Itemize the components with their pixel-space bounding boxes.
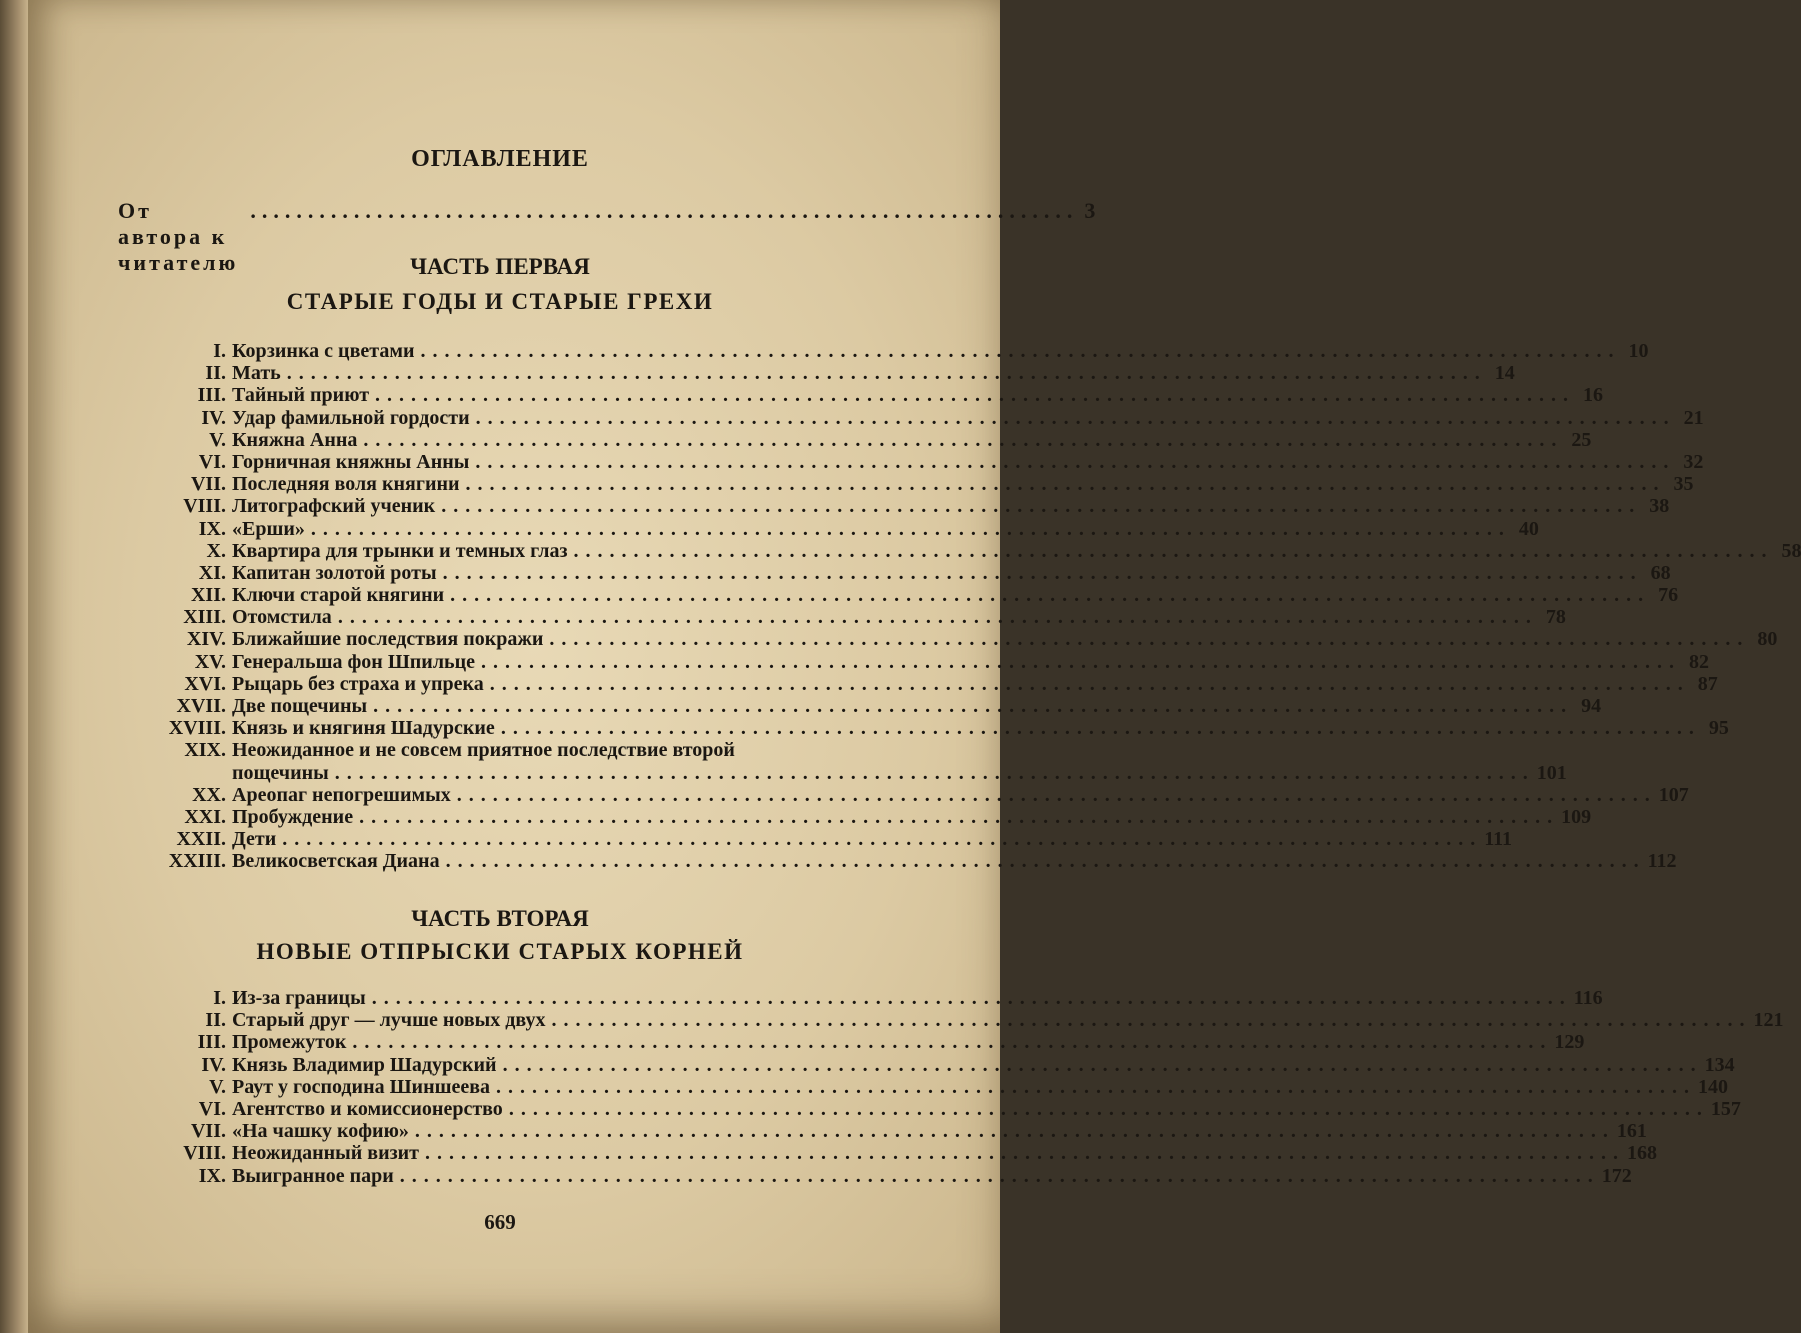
leader-dots: ....................................................................................................: [549, 628, 1750, 651]
chapter-number: IX.: [198, 1164, 226, 1187]
leader-dots: ....................................................................................................: [375, 384, 1576, 407]
chapter-number: VI.: [198, 450, 226, 473]
leader-dots: ....................................................................................................: [359, 805, 1560, 828]
chapter-number: I.: [213, 987, 226, 1009]
toc-entry: [140, 828, 1513, 851]
leader-dots: ....................................................................................................: [310, 517, 1511, 540]
part2-chapter-list: [140, 987, 1784, 1187]
chapter-title: Неожиданный визит: [232, 1142, 419, 1165]
chapter-page: 111: [1484, 828, 1513, 851]
chapter-number: XXIII.: [168, 850, 226, 873]
chapter-title: Рыцарь без страха и упрека: [232, 672, 484, 695]
part2-label: ЧАСТЬ ВТОРАЯ: [411, 906, 589, 931]
leader-dots: ....................................................................................................: [465, 473, 1666, 496]
chapter-title: Пробуждение: [232, 805, 354, 828]
toc-entry: [140, 517, 1539, 540]
chapter-number: III.: [197, 1031, 226, 1054]
toc-entry: [140, 450, 1704, 473]
toc-entry: [140, 561, 1671, 584]
chapter-title: Генеральша фон Шпильце: [232, 650, 476, 673]
chapter-title: Последняя воля княгини: [232, 473, 460, 496]
toc-entry: [140, 1053, 1735, 1076]
chapter-number: V.: [209, 1075, 226, 1098]
chapter-title: Корзинка с цветами: [232, 340, 415, 362]
chapter-title: Князь и княгиня Шадурские: [232, 717, 495, 740]
chapter-number: VIII.: [183, 495, 226, 518]
chapter-page: 21: [1683, 406, 1704, 429]
chapter-page: 68: [1650, 561, 1671, 584]
chapter-page: 14: [1494, 362, 1515, 385]
chapter-number: XVII.: [176, 695, 226, 717]
chapter-page: 87: [1697, 672, 1718, 695]
chapter-title: Княжна Анна: [232, 428, 358, 451]
toc-entry: [140, 384, 1604, 407]
chapter-title: Отомстила: [232, 606, 332, 629]
chapter-title: «На чашку кофию»: [232, 1120, 409, 1143]
chapter-number: II.: [205, 1009, 226, 1032]
toc-entry: [140, 672, 1718, 695]
leader-dots: ....................................................................................................: [414, 1120, 1615, 1143]
chapter-number: VIII.: [183, 1142, 226, 1165]
toc-entry: [140, 1031, 1585, 1054]
chapter-title-line2: пощечины: [232, 761, 329, 784]
toc-entry-xix: [140, 739, 1567, 784]
leader-dots: ....................................................................................................: [371, 987, 1572, 1009]
leader-dots: ........................................................................: [250, 198, 1079, 223]
toc-entry: [140, 1097, 1741, 1120]
chapter-page: 25: [1571, 428, 1592, 451]
toc-entry: [140, 1164, 1632, 1187]
chapter-page: 80: [1757, 628, 1778, 651]
toc-entry: [140, 362, 1515, 385]
chapter-title: Капитан золотой роты: [232, 561, 437, 584]
toc-entry: [140, 783, 1689, 806]
toc-entry: [140, 987, 1603, 1009]
chapter-title: Две пощечины: [232, 695, 368, 717]
toc-entry: [140, 1009, 1784, 1032]
chapter-page: 161: [1616, 1120, 1647, 1143]
leader-dots: ....................................................................................................: [475, 406, 1676, 429]
chapter-title: Великосветская Диана: [232, 850, 440, 873]
chapter-page: 109: [1561, 805, 1592, 828]
leader-dots: ....................................................................................................: [450, 584, 1651, 607]
chapter-page: 94: [1581, 695, 1602, 717]
chapter-title: Мать: [232, 362, 281, 385]
chapter-title-line1: Неожиданное и не совсем приятное последствие второй: [232, 739, 735, 762]
chapter-title: Ключи старой княгини: [232, 584, 445, 607]
chapter-page: 168: [1626, 1142, 1657, 1165]
chapter-title: Из-за границы: [232, 987, 366, 1009]
chapter-number: XVIII.: [168, 717, 226, 740]
leader-dots: ....................................................................................................: [445, 850, 1646, 873]
chapter-number: XIV.: [186, 628, 226, 651]
toc-entry: [140, 340, 1649, 362]
chapter-title: Агентство и комиссионерство: [232, 1097, 503, 1120]
leader-dots: ....................................................................................................: [481, 650, 1682, 673]
leader-dots: ....................................................................................................: [373, 695, 1574, 717]
toc-entry: [140, 406, 1704, 429]
chapter-page: 38: [1649, 495, 1670, 518]
chapter-number: VII.: [190, 1120, 226, 1143]
page-number: 669: [484, 1210, 516, 1234]
chapter-number: X.: [206, 539, 226, 562]
part2-title: НОВЫЕ ОТПРЫСКИ СТАРЫХ КОРНЕЙ: [256, 939, 744, 964]
toc-entry: [140, 1120, 1647, 1143]
chapter-number: XX.: [192, 783, 226, 806]
chapter-title: Дети: [232, 828, 277, 851]
chapter-page: 121: [1753, 1009, 1784, 1032]
chapter-page: 78: [1545, 606, 1566, 629]
chapter-page: 112: [1647, 850, 1677, 873]
chapter-page: 107: [1658, 783, 1689, 806]
chapter-number: XXI.: [184, 805, 226, 828]
chapter-page: 172: [1601, 1164, 1632, 1187]
chapter-title: Горничная княжны Анны: [232, 450, 470, 473]
leader-dots: ....................................................................................................: [500, 717, 1701, 740]
chapter-page: 10: [1628, 340, 1649, 362]
leader-dots: ....................................................................................................: [551, 1009, 1752, 1032]
chapter-title: Ближайшие последствия покражи: [232, 628, 544, 651]
toc-entry: [140, 628, 1778, 651]
chapter-page: 40: [1518, 517, 1539, 540]
intro-page: 3: [1084, 198, 1099, 223]
chapter-title: Удар фамильной гордости: [232, 406, 470, 429]
chapter-page: 116: [1573, 987, 1603, 1009]
leader-dots: ....................................................................................................: [282, 828, 1483, 851]
chapter-page: 32: [1683, 450, 1704, 473]
leader-dots: ....................................................................................................: [352, 1031, 1553, 1054]
chapter-number: XIII.: [183, 606, 226, 629]
chapter-title: Ареопаг непогрешимых: [232, 783, 451, 806]
chapter-title: Старый друг — лучше новых двух: [232, 1009, 546, 1032]
chapter-page: 82: [1689, 650, 1710, 673]
book-spine-shadow: [0, 0, 28, 1333]
chapter-number: IX.: [198, 517, 226, 540]
chapter-page: 101: [1536, 761, 1567, 784]
chapter-page: 140: [1698, 1075, 1729, 1098]
chapter-title: Тайный приют: [232, 384, 370, 407]
chapter-number: XIX.: [184, 739, 226, 762]
chapter-number: XI.: [198, 561, 226, 584]
leader-dots: ....................................................................................................: [442, 561, 1643, 584]
chapter-title: Князь Владимир Шадурский: [232, 1053, 497, 1076]
leader-dots: ....................................................................................................: [508, 1097, 1709, 1120]
toc-entry: [140, 539, 1801, 562]
leader-dots: ....................................................................................................: [441, 495, 1642, 518]
leader-dots: ....................................................................................................: [475, 450, 1676, 473]
chapter-page: 129: [1554, 1031, 1585, 1054]
chapter-page: 58: [1781, 539, 1801, 562]
toc-entry: [140, 717, 1729, 740]
toc-entry: [140, 1075, 1729, 1098]
part1-chapter-list: [140, 340, 1801, 873]
chapter-number: IV.: [201, 406, 226, 429]
toc-entry: [140, 650, 1710, 673]
chapter-number: XII.: [190, 584, 226, 607]
leader-dots: ....................................................................................................: [456, 783, 1657, 806]
chapter-page: 76: [1658, 584, 1679, 607]
leader-dots: ....................................................................................................: [573, 539, 1774, 562]
leader-dots: ....................................................................................................: [399, 1164, 1600, 1187]
toc-entry: [140, 805, 1592, 828]
part1-title: СТАРЫЕ ГОДЫ И СТАРЫЕ ГРЕХИ: [286, 289, 714, 314]
toc-entry: [140, 473, 1694, 496]
toc-entry: [140, 606, 1566, 629]
leader-dots: ....................................................................................................: [502, 1053, 1703, 1076]
chapter-number: III.: [197, 384, 226, 407]
toc-entry: [140, 428, 1592, 451]
chapter-number: VII.: [190, 473, 226, 496]
toc-entry: [140, 495, 1670, 518]
chapter-number: VI.: [198, 1097, 226, 1120]
chapter-number: XXII.: [176, 828, 226, 851]
chapter-number: I.: [213, 340, 226, 362]
chapter-number: IV.: [201, 1053, 226, 1076]
chapter-page: 35: [1673, 473, 1694, 496]
intro-title: От автора к читателю: [118, 198, 239, 275]
part1-label: ЧАСТЬ ПЕРВАЯ: [410, 254, 590, 279]
chapter-title: Литографский ученик: [232, 495, 436, 518]
chapter-page: 134: [1704, 1053, 1735, 1076]
leader-dots: ....................................................................................................: [489, 672, 1690, 695]
chapter-number: II.: [205, 362, 226, 385]
toc-entry: [140, 695, 1602, 717]
leader-dots: ....................................................................................................: [424, 1142, 1625, 1165]
chapter-page: 95: [1708, 717, 1729, 740]
chapter-title: Квартира для трынки и темных глаз: [232, 539, 568, 562]
chapter-page: 16: [1583, 384, 1604, 407]
chapter-page: 157: [1710, 1097, 1741, 1120]
chapter-number: V.: [209, 428, 226, 451]
toc-entry: [140, 1142, 1657, 1165]
chapter-number: XVI.: [184, 672, 226, 695]
leader-dots: ....................................................................................................: [363, 428, 1564, 451]
leader-dots: ....................................................................................................: [286, 362, 1487, 385]
leader-dots: ....................................................................................................: [337, 606, 1538, 629]
chapter-title: «Ерши»: [232, 517, 305, 540]
toc-entry: [140, 584, 1679, 607]
chapter-title: Раут у господина Шиншеева: [232, 1075, 491, 1098]
chapter-number: XV.: [194, 650, 226, 673]
leader-dots: ....................................................................................................: [420, 340, 1621, 362]
chapter-title: Промежуток: [232, 1031, 347, 1054]
chapter-title: Выигранное пари: [232, 1164, 394, 1187]
toc-heading: ОГЛАВЛЕНИЕ: [411, 146, 589, 172]
toc-entry: [140, 850, 1677, 873]
leader-dots: ....................................................................................................: [334, 761, 1535, 784]
leader-dots: ....................................................................................................: [496, 1075, 1697, 1098]
